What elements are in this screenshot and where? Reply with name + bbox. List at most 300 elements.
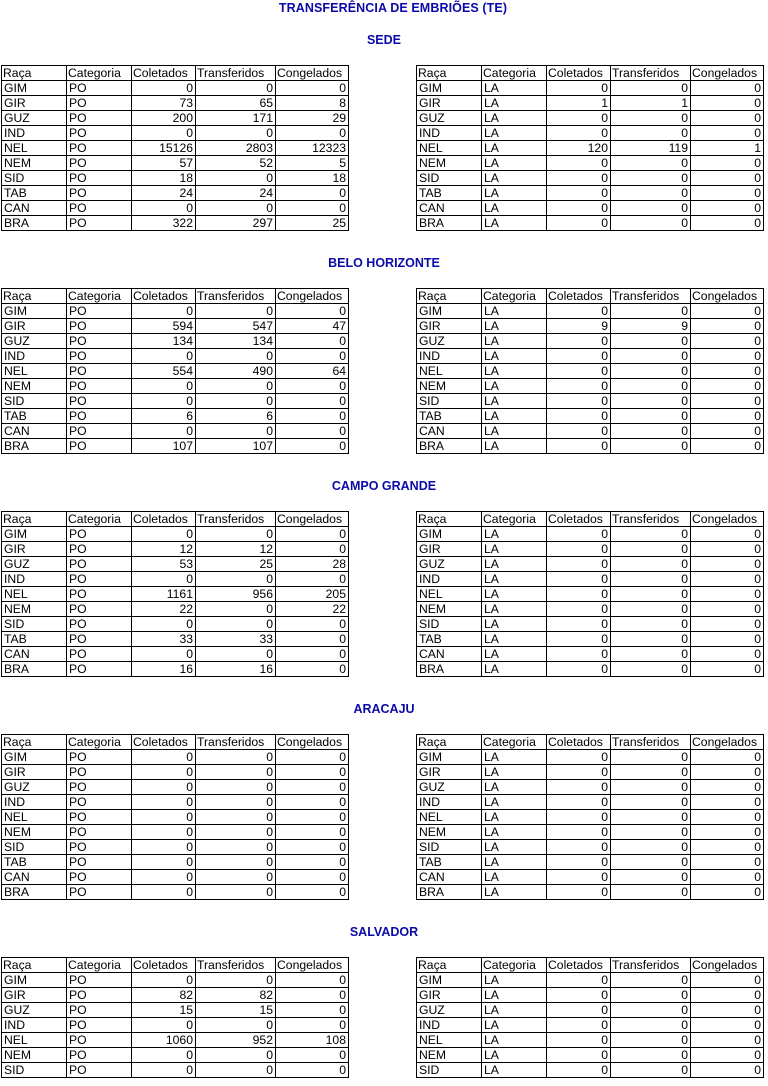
table-cell: GIM [417, 750, 482, 765]
table-cell: 0 [196, 1048, 276, 1063]
table-cell: 0 [611, 840, 691, 855]
column-header: Categoria [67, 735, 132, 750]
table-cell: 0 [132, 81, 196, 96]
table-cell: IND [2, 349, 67, 364]
table-cell: 0 [611, 527, 691, 542]
table-cell: PO [67, 587, 132, 602]
table-row [2, 855, 349, 870]
table-cell: GIM [2, 81, 67, 96]
table-cell: 29 [276, 111, 349, 126]
table-cell: 0 [547, 126, 611, 141]
column-header: Congelados [691, 66, 764, 81]
table-row [2, 156, 349, 171]
table-row [417, 795, 764, 810]
table-cell: 0 [547, 885, 611, 900]
table-cell: GIR [417, 319, 482, 334]
table-cell: PO [67, 156, 132, 171]
table-cell: 0 [611, 587, 691, 602]
table-cell: 0 [691, 126, 764, 141]
table-cell: 0 [276, 304, 349, 319]
table-cell: IND [2, 126, 67, 141]
table-cell: 0 [691, 988, 764, 1003]
table-cell: LA [482, 319, 547, 334]
table-cell: 0 [547, 201, 611, 216]
table-cell: LA [482, 557, 547, 572]
table-cell: 0 [611, 765, 691, 780]
table-row [2, 810, 349, 825]
table-cell: GUZ [417, 334, 482, 349]
table-cell: NEM [2, 825, 67, 840]
column-header: Categoria [67, 512, 132, 527]
table-cell: LA [482, 810, 547, 825]
table-cell: 0 [196, 602, 276, 617]
table-cell: SID [417, 394, 482, 409]
table-row [2, 439, 349, 454]
column-header: Raça [2, 735, 67, 750]
table-cell: 0 [276, 647, 349, 662]
table-cell: 57 [132, 156, 196, 171]
table-row [417, 319, 764, 334]
table-cell: 1 [611, 96, 691, 111]
section-title: BELO HORIZONTE [328, 256, 440, 270]
table-row [2, 885, 349, 900]
column-header: Categoria [482, 66, 547, 81]
table-cell: 0 [691, 156, 764, 171]
table-cell: TAB [2, 855, 67, 870]
table-row [2, 334, 349, 349]
table-cell: 0 [611, 349, 691, 364]
table-cell: GIR [417, 988, 482, 1003]
table-left-campo-grande [1, 511, 349, 677]
table-cell: 0 [691, 885, 764, 900]
table-cell: PO [67, 379, 132, 394]
table-cell: 0 [196, 527, 276, 542]
table-cell: 0 [691, 1048, 764, 1063]
table-cell: NEM [417, 602, 482, 617]
table-cell: 0 [132, 855, 196, 870]
table-cell: IND [417, 126, 482, 141]
table-cell: 594 [132, 319, 196, 334]
table-cell: PO [67, 216, 132, 231]
table-cell: 0 [611, 780, 691, 795]
table-row [417, 394, 764, 409]
table-cell: 0 [547, 647, 611, 662]
table-row [2, 617, 349, 632]
table-cell: 0 [691, 81, 764, 96]
table-cell: 0 [276, 988, 349, 1003]
table-cell: 134 [196, 334, 276, 349]
table-cell: 0 [611, 542, 691, 557]
table-cell: GUZ [417, 111, 482, 126]
table-cell: 25 [276, 216, 349, 231]
column-header: Raça [2, 66, 67, 81]
table-cell: 205 [276, 587, 349, 602]
table-cell: 0 [691, 424, 764, 439]
section-title: SALVADOR [349, 925, 419, 939]
table-row [417, 1048, 764, 1063]
column-header: Coletados [132, 512, 196, 527]
table-cell: 0 [691, 765, 764, 780]
table-row [417, 304, 764, 319]
table-cell: 0 [691, 1003, 764, 1018]
table-cell: NEL [417, 141, 482, 156]
table-cell: PO [67, 617, 132, 632]
table-cell: 0 [691, 1033, 764, 1048]
table-cell: 0 [132, 572, 196, 587]
table-cell: PO [67, 795, 132, 810]
table-row [417, 870, 764, 885]
table-cell: 0 [691, 364, 764, 379]
column-header: Transferidos [196, 289, 276, 304]
table-cell: 1 [547, 96, 611, 111]
table-cell: 28 [276, 557, 349, 572]
table-cell: BRA [417, 662, 482, 677]
table-cell: 8 [276, 96, 349, 111]
table-cell: IND [417, 795, 482, 810]
table-cell: 0 [547, 840, 611, 855]
column-header: Coletados [132, 958, 196, 973]
table-cell: 0 [691, 840, 764, 855]
table-row [2, 394, 349, 409]
table-cell: 1 [691, 141, 764, 156]
table-cell: 0 [691, 111, 764, 126]
table-cell: 0 [611, 216, 691, 231]
table-cell: 0 [611, 662, 691, 677]
table-row [417, 825, 764, 840]
table-cell: PO [67, 439, 132, 454]
table-cell: 0 [691, 96, 764, 111]
table-cell: 0 [276, 572, 349, 587]
table-cell: 0 [611, 1018, 691, 1033]
table-cell: 12 [132, 542, 196, 557]
table-cell: 0 [611, 557, 691, 572]
column-header: Coletados [547, 66, 611, 81]
table-cell: 0 [132, 840, 196, 855]
table-cell: 0 [196, 201, 276, 216]
table-row [417, 349, 764, 364]
table-cell: 0 [196, 349, 276, 364]
table-cell: TAB [2, 186, 67, 201]
table-cell: 108 [276, 1033, 349, 1048]
table-cell: NEL [2, 810, 67, 825]
column-header: Coletados [547, 958, 611, 973]
table-row [2, 840, 349, 855]
table-cell: 0 [691, 1063, 764, 1078]
table-row [2, 557, 349, 572]
table-cell: 0 [276, 394, 349, 409]
table-cell: 0 [691, 201, 764, 216]
table-cell: 0 [611, 111, 691, 126]
table-cell: PO [67, 1018, 132, 1033]
table-left-aracaju [1, 734, 349, 900]
table-cell: LA [482, 840, 547, 855]
column-header: Raça [2, 289, 67, 304]
table-cell: PO [67, 319, 132, 334]
table-row [2, 647, 349, 662]
table-cell: 33 [132, 632, 196, 647]
table-cell: 0 [276, 201, 349, 216]
table-cell: 0 [196, 304, 276, 319]
table-cell: BRA [2, 885, 67, 900]
table-cell: 0 [196, 126, 276, 141]
table-row [417, 96, 764, 111]
table-cell: 297 [196, 216, 276, 231]
table-row [2, 765, 349, 780]
table-row [417, 572, 764, 587]
table-cell: 0 [611, 572, 691, 587]
table-cell: 0 [691, 542, 764, 557]
column-header: Transferidos [611, 735, 691, 750]
table-cell: BRA [2, 662, 67, 677]
table-cell: GIM [2, 750, 67, 765]
table-row [2, 795, 349, 810]
table-cell: 12323 [276, 141, 349, 156]
table-cell: GUZ [2, 780, 67, 795]
table-cell: 0 [547, 617, 611, 632]
table-row [2, 409, 349, 424]
table-cell: PO [67, 825, 132, 840]
table-cell: 0 [691, 186, 764, 201]
table-cell: 0 [196, 171, 276, 186]
table-cell: 15 [196, 1003, 276, 1018]
table-cell: GUZ [417, 557, 482, 572]
table-cell: TAB [417, 855, 482, 870]
table-row [417, 885, 764, 900]
table-row [2, 201, 349, 216]
table-row [417, 557, 764, 572]
table-cell: PO [67, 840, 132, 855]
table-cell: 0 [132, 126, 196, 141]
table-cell: 0 [276, 617, 349, 632]
section-title: ARACAJU [353, 702, 415, 716]
table-cell: 25 [196, 557, 276, 572]
table-row [2, 662, 349, 677]
table-cell: 0 [276, 126, 349, 141]
table-cell: 0 [691, 870, 764, 885]
table-cell: 0 [611, 825, 691, 840]
table-cell: 15126 [132, 141, 196, 156]
table-row [417, 780, 764, 795]
table-cell: 119 [611, 141, 691, 156]
table-cell: 0 [611, 988, 691, 1003]
table-cell: 0 [132, 379, 196, 394]
table-cell: PO [67, 1033, 132, 1048]
table-cell: LA [482, 765, 547, 780]
table-cell: 0 [691, 750, 764, 765]
table-cell: 0 [691, 780, 764, 795]
table-cell: LA [482, 304, 547, 319]
table-cell: GUZ [2, 111, 67, 126]
table-cell: 0 [547, 602, 611, 617]
table-cell: 0 [611, 171, 691, 186]
table-cell: 0 [276, 765, 349, 780]
table-cell: 9 [547, 319, 611, 334]
table-cell: 0 [276, 349, 349, 364]
table-cell: 0 [547, 156, 611, 171]
table-cell: 0 [132, 765, 196, 780]
table-row [417, 201, 764, 216]
table-right-belo-horizonte [416, 288, 764, 454]
table-cell: 0 [611, 632, 691, 647]
table-row [417, 840, 764, 855]
column-header: Coletados [132, 289, 196, 304]
table-row [2, 602, 349, 617]
table-cell: 0 [547, 557, 611, 572]
table-cell: 0 [196, 885, 276, 900]
table-cell: CAN [2, 201, 67, 216]
table-cell: 0 [611, 439, 691, 454]
table-cell: 0 [132, 617, 196, 632]
table-cell: LA [482, 171, 547, 186]
table-cell: 0 [691, 334, 764, 349]
column-header: Raça [417, 66, 482, 81]
table-cell: SID [417, 171, 482, 186]
table-row [2, 319, 349, 334]
table-cell: IND [417, 1018, 482, 1033]
table-cell: GUZ [2, 557, 67, 572]
table-cell: 64 [276, 364, 349, 379]
table-cell: 0 [611, 795, 691, 810]
table-cell: SID [2, 840, 67, 855]
column-header: Raça [417, 289, 482, 304]
table-cell: CAN [417, 424, 482, 439]
table-cell: 0 [611, 1048, 691, 1063]
table-cell: LA [482, 424, 547, 439]
table-row [417, 409, 764, 424]
table-cell: 0 [611, 885, 691, 900]
table-cell: 65 [196, 96, 276, 111]
table-cell: PO [67, 780, 132, 795]
table-row [417, 439, 764, 454]
table-cell: 73 [132, 96, 196, 111]
table-cell: 24 [196, 186, 276, 201]
table-cell: CAN [417, 647, 482, 662]
table-cell: GUZ [417, 1003, 482, 1018]
table-cell: LA [482, 334, 547, 349]
table-right-salvador [416, 957, 764, 1078]
column-header: Coletados [547, 289, 611, 304]
table-cell: 0 [611, 602, 691, 617]
table-cell: 24 [132, 186, 196, 201]
table-cell: 0 [547, 587, 611, 602]
table-row [417, 973, 764, 988]
table-cell: NEM [2, 1048, 67, 1063]
table-cell: 0 [132, 527, 196, 542]
table-cell: PO [67, 527, 132, 542]
table-cell: 0 [611, 156, 691, 171]
table-row [417, 855, 764, 870]
table-cell: 0 [276, 825, 349, 840]
column-header: Raça [2, 958, 67, 973]
table-row [417, 662, 764, 677]
table-cell: 0 [611, 1063, 691, 1078]
table-cell: 2803 [196, 141, 276, 156]
table-cell: 0 [691, 795, 764, 810]
table-cell: 0 [611, 424, 691, 439]
table-cell: 0 [132, 394, 196, 409]
table-cell: NEL [2, 364, 67, 379]
column-header: Categoria [67, 958, 132, 973]
table-cell: 0 [276, 840, 349, 855]
table-row [417, 171, 764, 186]
table-cell: 107 [196, 439, 276, 454]
table-row [417, 424, 764, 439]
table-cell: 18 [276, 171, 349, 186]
table-cell: 0 [547, 810, 611, 825]
table-cell: 0 [691, 557, 764, 572]
document-title: TRANSFERÊNCIA DE EMBRIÕES (TE) [278, 1, 508, 15]
table-cell: 0 [276, 810, 349, 825]
column-header: Congelados [691, 512, 764, 527]
section-title: SEDE [366, 33, 402, 47]
column-header: Transferidos [611, 958, 691, 973]
table-cell: 0 [691, 587, 764, 602]
table-cell: 1060 [132, 1033, 196, 1048]
table-cell: PO [67, 96, 132, 111]
column-header: Transferidos [611, 512, 691, 527]
table-cell: 0 [196, 750, 276, 765]
table-cell: 0 [547, 542, 611, 557]
table-cell: LA [482, 527, 547, 542]
table-cell: LA [482, 111, 547, 126]
table-cell: PO [67, 988, 132, 1003]
table-cell: SID [2, 171, 67, 186]
table-cell: 171 [196, 111, 276, 126]
table-cell: 0 [276, 1003, 349, 1018]
table-cell: NEL [2, 587, 67, 602]
table-cell: CAN [2, 870, 67, 885]
column-header: Categoria [482, 958, 547, 973]
table-cell: 0 [196, 394, 276, 409]
table-cell: PO [67, 765, 132, 780]
table-cell: 0 [691, 527, 764, 542]
table-cell: 0 [691, 632, 764, 647]
table-cell: PO [67, 424, 132, 439]
table-cell: 16 [132, 662, 196, 677]
table-cell: LA [482, 156, 547, 171]
table-cell: LA [482, 825, 547, 840]
table-header-row [2, 289, 349, 304]
table-cell: LA [482, 855, 547, 870]
table-cell: LA [482, 1063, 547, 1078]
table-row [417, 602, 764, 617]
table-cell: PO [67, 647, 132, 662]
table-cell: LA [482, 870, 547, 885]
table-row [2, 126, 349, 141]
table-cell: 0 [276, 870, 349, 885]
table-cell: 0 [611, 186, 691, 201]
table-cell: 0 [611, 1033, 691, 1048]
table-row [417, 81, 764, 96]
table-cell: 0 [611, 973, 691, 988]
table-cell: 0 [132, 1048, 196, 1063]
table-cell: PO [67, 394, 132, 409]
table-cell: LA [482, 439, 547, 454]
table-cell: 0 [196, 810, 276, 825]
table-cell: LA [482, 186, 547, 201]
table-cell: TAB [2, 409, 67, 424]
table-cell: 0 [132, 825, 196, 840]
table-cell: TAB [417, 186, 482, 201]
table-cell: 0 [132, 810, 196, 825]
table-cell: 0 [691, 973, 764, 988]
table-cell: IND [2, 795, 67, 810]
table-row [2, 1033, 349, 1048]
table-cell: 0 [547, 171, 611, 186]
table-cell: 22 [132, 602, 196, 617]
table-cell: 0 [276, 81, 349, 96]
table-cell: 0 [547, 334, 611, 349]
